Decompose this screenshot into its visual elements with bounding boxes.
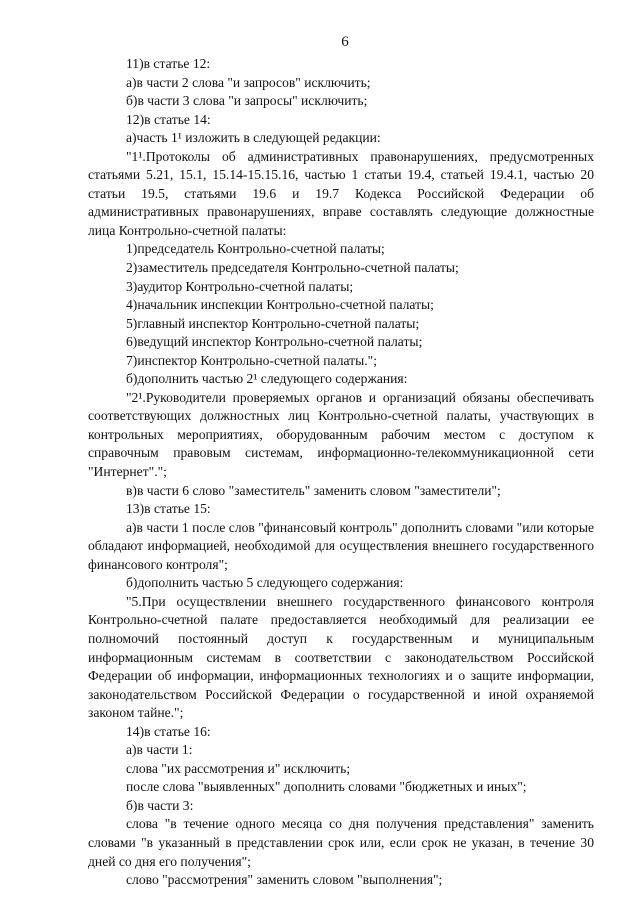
paragraph: 4)начальник инспекции Контрольно-счетной палаты; [126,297,434,313]
paragraph: 7)инспектор Контрольно-счетной палаты."; [126,352,377,368]
paragraph: 2)заместитель председателя Контрольно-счетной палаты; [126,260,459,276]
paragraph: 6)ведущий инспектор Контрольно-счетной палаты; [126,334,423,350]
paragraph: б)дополнить частью 5 следующего содержания: [126,575,404,591]
paragraph: 3)аудитор Контрольно-счетной палаты; [126,278,354,294]
paragraph: 13)в статье 15: [126,501,211,517]
page-number: 6 [341,34,349,50]
paragraph: б)в части 3 слова "и запросы" исключить; [126,93,368,109]
paragraph: 14)в статье 16: [126,723,211,739]
paragraph: б)в части 3: [126,797,194,813]
paragraph: слова "в течение одного месяца со дня получения представления" заменить словами "в указанный в представлении срок или, если срок не указан, в течение 30 дней со дня его получения"; [88,816,594,869]
paragraph: "1¹.Протоколы об административных правонарушениях, предусмотренных статьями 5.21, 15.1, 15.14-15.15.16, частью 1 статьи 19.4, статьей 19.4.1, частью 20 статьи 19.5, статьями 19.6 и 19.7 Кодекса Российской Федерации об административных правонарушениях, вправе составлять следующие должностные лица Контрольно-счетной палаты: [88,148,594,238]
paragraph: "5.При осуществлении внешнего государственного финансового контроля Контрольно-счетной палате предоставляется необходимый для реализации ее полномочий постоянный доступ к государственным и муниципальным информационным системам в соответствии с законодательством Российской Федерации об информации, информационных технологиях и о защите информации, законодательством Российской Федерации о государственной и иной охраняемой законом тайне."; [88,593,594,721]
paragraph: а)часть 1¹ изложить в следующей редакции: [126,130,381,146]
paragraph: слова "их рассмотрения и" исключить; [126,760,351,776]
paragraph: 12)в статье 14: [126,111,211,127]
paragraph: 1)председатель Контрольно-счетной палаты; [126,241,385,257]
paragraph: а)в части 1: [126,742,193,758]
paragraph: после слова "выявленных" дополнить словами "бюджетных и иных"; [126,779,527,795]
paragraph: в)в части 6 слово "заместитель" заменить словом "заместители"; [126,482,501,498]
paragraph: б)дополнить частью 2¹ следующего содержания: [126,371,408,387]
paragraph: слово "рассмотрения" заменить словом "выполнения"; [126,872,443,888]
paragraph: "2¹.Руководители проверяемых органов и организаций обязаны обеспечивать соответствующих должностных лиц Контрольно-счетной палаты, участвующих в контрольных мероприятиях, оборудованным рабочим местом с доступом к справочным правовым системам, информационно-телекоммуникационной сети "Интернет"."; [88,389,594,480]
paragraph: а)в части 2 слова "и запросов" исключить; [126,74,371,90]
paragraph: 5)главный инспектор Контрольно-счетной палаты; [126,315,420,331]
paragraph: а)в части 1 после слов "финансовый контроль" дополнить словами "или которые обладают информацией, необходимой для осуществления внешнего государственного финансового контроля"; [88,519,594,572]
document-body [88,55,594,890]
paragraph: 11)в статье 12: [126,56,211,71]
